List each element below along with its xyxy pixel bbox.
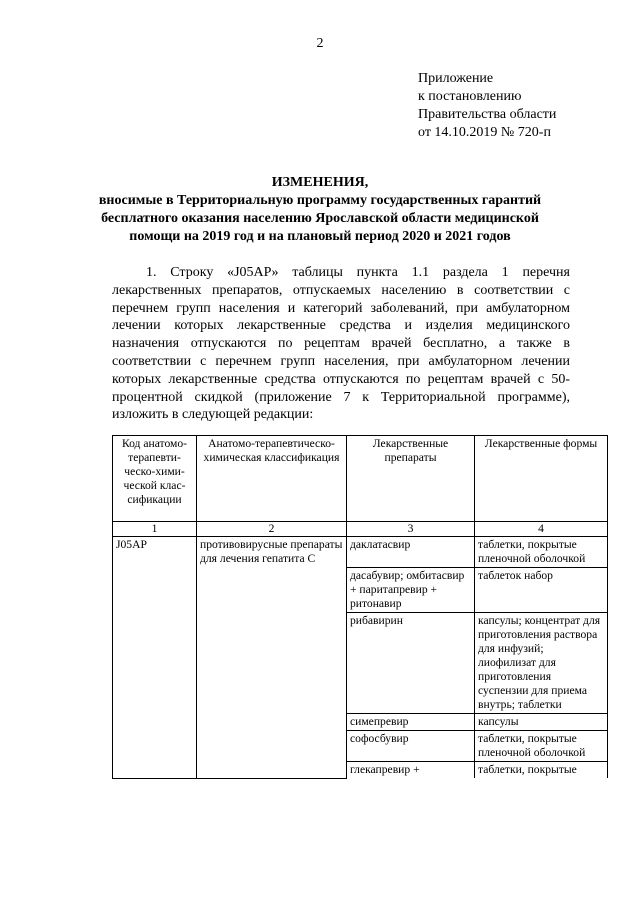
paragraph-text: 1. Строку «J05AP» таблицы пункта 1.1 раздела 1 перечня лекарственных препаратов, отпускаемых населению в соответствии с перечнем групп населения и категорий заболеваний, при амбулаторном лечении которых лекарственные средства и изделия медицинского назначения отпускаются по рецептам врачей бесплатно, а также в соответствии с перечнем групп населения, при амбулаторном лечении которых лекарственные средства отпускаются по рецептам врачей с 50-процентной скидкой (приложение 7 к Территориальной программе), изложить в следующей редакции: (112, 265, 570, 423)
document-title (0, 174, 640, 246)
appendix-line: от 14.10.2019 № 720-п (418, 125, 551, 140)
drug-cell: глекапревир + (347, 762, 475, 779)
appendix-line: Приложение (418, 71, 494, 86)
title-line: вносимые в Территориальную программу государственных гарантий (98, 193, 542, 208)
appendix-line: к постановлению (418, 89, 522, 104)
column-number: 2 (197, 522, 347, 537)
header-classification: Анатомо-терапевтическо-химическая классификация (197, 436, 347, 522)
header-code: Код анатомо-терапевти-ческо-хими-ческой клас-сификации (113, 436, 197, 522)
form-cell: капсулы; концентрат для приготовления раствора для инфузий; лиофилизат для приготовления суспензии для приема внутрь; таблетки (475, 613, 608, 714)
drug-cell: дасабувир; омбитасвир + паритапревир + ритонавир (347, 568, 475, 613)
drug-cell: рибавирин (347, 613, 475, 714)
column-number: 4 (475, 522, 608, 537)
form-cell: капсулы (475, 714, 608, 731)
drug-cell: софосбувир (347, 731, 475, 762)
body-paragraph (112, 264, 570, 424)
drug-cell: даклатасвир (347, 537, 475, 568)
header-drugs: Лекарственные препараты (347, 436, 475, 522)
header-forms: Лекарственные формы (475, 436, 608, 522)
table-row (113, 537, 608, 568)
title-line: помощи на 2019 год и на плановый период 2020 и 2021 годов (129, 229, 511, 244)
title-line: бесплатного оказания населению Ярославской области медицинской (101, 211, 539, 226)
column-number: 3 (347, 522, 475, 537)
drugs-table (112, 435, 608, 779)
drug-cell: симепревир (347, 714, 475, 731)
appendix-block (418, 70, 556, 142)
column-number: 1 (113, 522, 197, 537)
atc-code-cell: J05AP (113, 537, 197, 779)
appendix-line: Правительства области (418, 107, 557, 122)
form-cell: таблетки, покрытые пленочной оболочкой (475, 537, 608, 568)
form-cell: таблеток набор (475, 568, 608, 613)
title-line: ИЗМЕНЕНИЯ, (271, 175, 369, 190)
form-cell: таблетки, покрытые пленочной оболочкой (475, 731, 608, 762)
page-number: 2 (316, 36, 324, 51)
atc-classification-cell: противовирусные препараты для лечения гепатита C (197, 537, 347, 779)
form-cell: таблетки, покрытые (475, 762, 608, 779)
